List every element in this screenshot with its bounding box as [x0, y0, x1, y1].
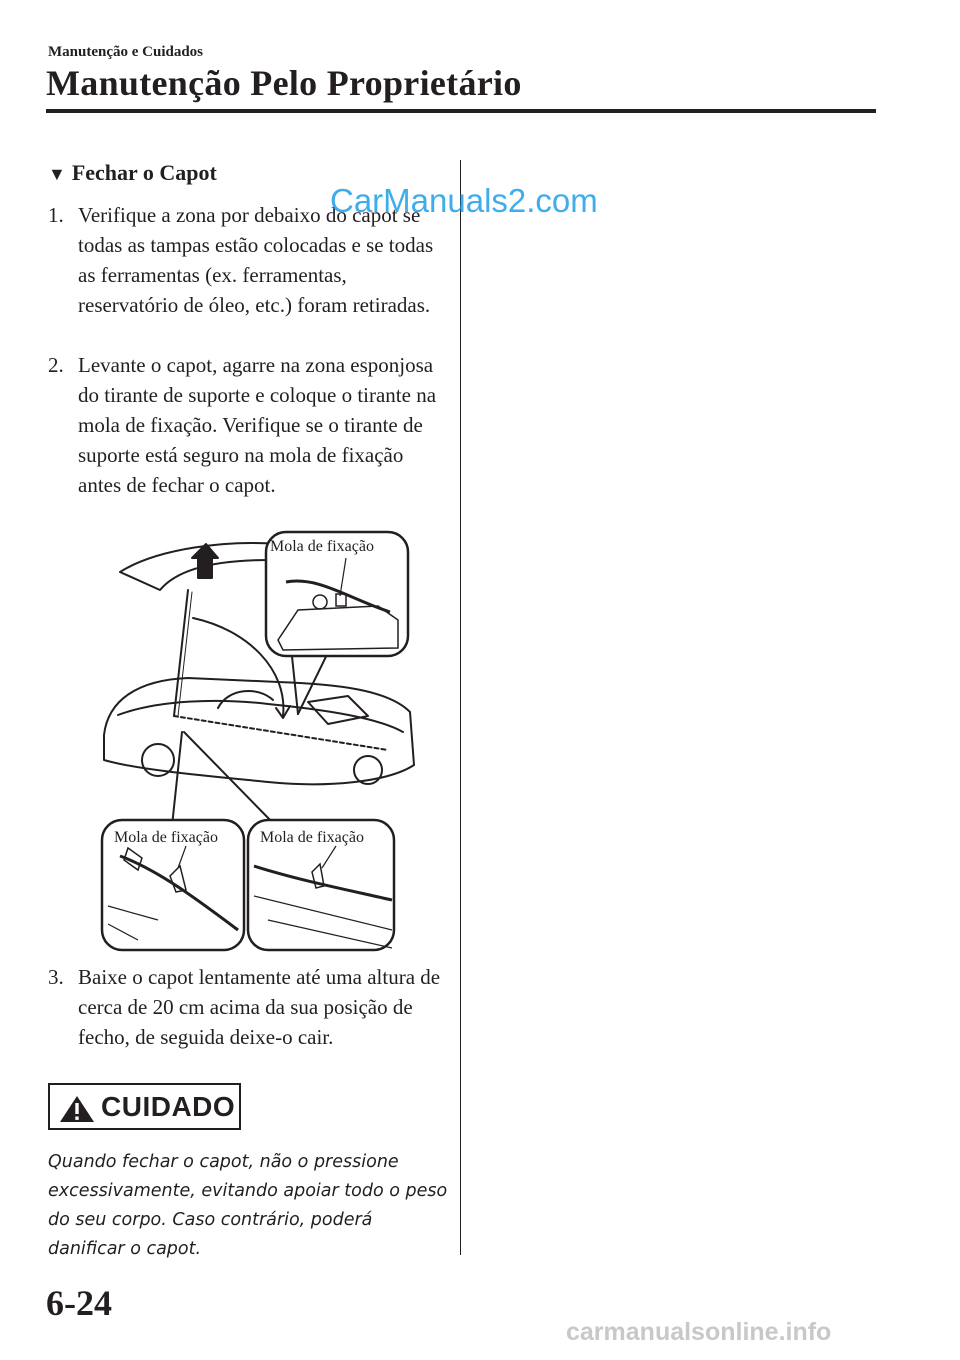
step-2 [48, 350, 443, 500]
caution-label: CUIDADO [101, 1091, 236, 1122]
clip-label-bottom-right: Mola de fixação [260, 829, 364, 846]
page-number: 6-24 [46, 1283, 112, 1323]
down-triangle-icon: ▼ [48, 164, 66, 184]
hood-support-illustration [98, 520, 418, 955]
clip-label-bottom-left: Mola de fixação [114, 829, 218, 846]
inset-bottom-right [248, 820, 394, 950]
car-body [104, 678, 414, 784]
step-text: Baixe o capot lentamente até uma altura de cerca de 20 cm acima da sua posição de fecho, de seguida deixe-o cair. [78, 965, 441, 1049]
watermark-top: CarManuals2.com [330, 182, 598, 219]
caution-box [48, 1083, 241, 1130]
step-number: 3. [48, 965, 64, 989]
step-number: 2. [48, 353, 64, 377]
step-text: Levante o capot, agarre na zona esponjosa do tirante de suporte e coloque o tirante na mola de fixação. Verifique se o tirante de suporte está seguro na mola de fixação antes de fechar o capot. [78, 353, 437, 497]
warning-triangle-icon [58, 1094, 96, 1124]
inset-top [266, 532, 408, 656]
page-title: Manutenção Pelo Proprietário [46, 63, 522, 103]
column-divider [460, 160, 461, 1255]
section-label: Manutenção e Cuidados [48, 44, 204, 60]
caution-text: Quando fechar o capot, não o pressione excessivamente, evitando apoiar todo o peso do seu corpo. Caso contrário, poderá danificar o capot. [48, 1152, 448, 1259]
step-number: 1. [48, 203, 64, 227]
subheading-text: Fechar o Capot [71, 160, 217, 185]
step-text: Verifique a zona por debaixo do capot se todas as tampas estão colocadas e se todas as ferramentas (ex. ferramentas, reservatório de óleo, etc.) foram retiradas. [78, 203, 434, 317]
subheading [48, 160, 217, 186]
title-rule [46, 109, 876, 113]
clip-label-top: Mola de fixação [270, 538, 374, 555]
inset-bottom-left [102, 820, 244, 950]
watermark-bottom: carmanualsonline.info [566, 1318, 832, 1346]
step-3 [48, 962, 443, 1052]
